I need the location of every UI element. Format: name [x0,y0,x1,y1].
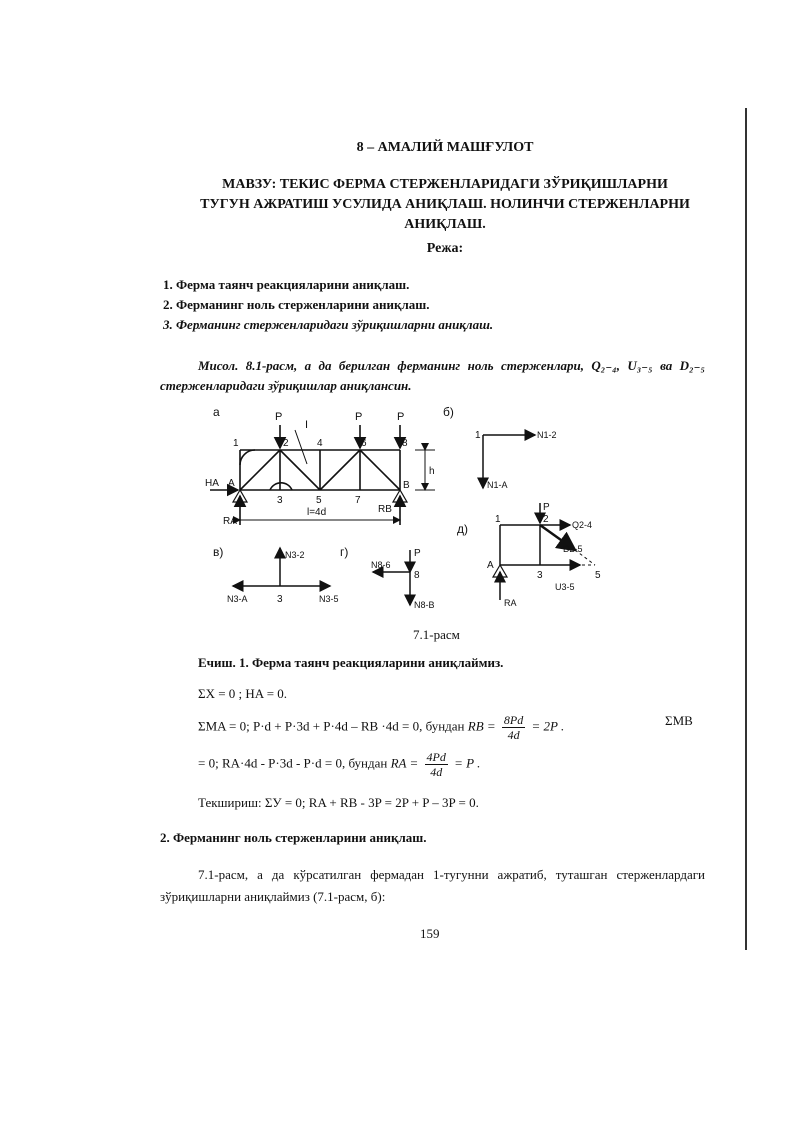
node3-panel [233,548,330,586]
equation-moment-a [198,713,564,742]
load-label: P [397,411,405,423]
label-v: в) [213,545,224,559]
span-label: l=4d [307,507,327,518]
equation-result: = 2P . [531,718,565,734]
node-label: 1 [495,514,501,525]
section2-heading: 2. Ферманинг ноль стерженларини аниқлаш. [160,830,427,845]
force-label: U3-5 [555,582,575,592]
plan-item: 1. Ферма таянч реакцияларини аниқлаш. [163,277,410,292]
plan-item: 3. Ферманинг стерженларидаги зўриқишларни аниқлаш. [163,317,494,332]
label-g: г) [340,545,349,559]
force-label: D2-5 [563,544,583,554]
fraction [425,750,448,779]
plan-list [163,275,493,335]
margin-rule [745,108,747,950]
force-label: N3-2 [285,550,305,560]
example-statement: Мисол. 8.1-расм, а да берилган ферманинг ноль стерженлари, Q₂₋₄, U₃₋₅ ва D₂₋₅ стерженларидаги зўриқишлар аниқлансин. [160,358,705,393]
force-label: N8-6 [371,560,391,570]
force-label: N3-5 [319,594,339,604]
fraction [502,713,525,742]
equation-check: Текшириш: ΣУ = 0; RA + RB - 3P = 2P + P – 3P = 0. [198,795,479,810]
page-number: 159 [420,926,440,941]
equation-ra: RA = [390,755,419,771]
equation-text: ΣMA = 0; P·d + P·3d + P·4d – RB ·4d = 0, бундан [198,718,465,734]
fraction-numerator: 8Pd [503,713,524,727]
fraction-denominator: 4d [430,765,443,779]
topic-line: ТУГУН АЖРАТИШ УСУЛИДА АНИҚЛАШ. НОЛИНЧИ СТЕРЖЕНЛАРНИ [200,197,690,212]
node-label: 2 [543,514,549,525]
figure-caption: 7.1-расм [413,627,460,642]
equation-rb: RB = [467,718,496,734]
load-label: P [275,411,283,423]
node-label: 3 [277,495,283,506]
topic-line: МАВЗУ: ТЕКИС ФЕРМА СТЕРЖЕНЛАРИДАГИ ЗЎРИҚИШЛАРНИ [222,177,668,192]
reaction-label: RA [504,598,517,608]
plan-title: Режа: [426,241,464,256]
reaction-label: RA [223,516,237,527]
fraction-numerator: 4Pd [426,750,446,764]
solution-heading-text: Ечиш. 1. Ферма таянч реакцияларини аниқлаймиз. [198,655,504,670]
node-label: 7 [355,495,361,506]
reaction-label: RB [378,504,392,515]
support-label: B [403,480,410,491]
section-label: I [305,419,309,431]
force-label: N3-A [227,594,248,604]
equation-result: = P . [454,755,481,771]
reaction-label: HA [205,478,219,489]
node-label: 5 [316,495,322,506]
node-label: 6 [361,438,367,449]
solution-heading [198,655,503,671]
node-label: 1 [233,438,239,449]
node-label: 5 [595,570,601,581]
topic-title [160,175,730,235]
node-label: 8 [402,438,408,449]
force-label: N1-2 [537,430,557,440]
plan-item: 2. Ферманинг ноль стерженларини аниқлаш. [163,297,430,312]
truss-figure [195,400,625,625]
equation-moment-b-label: ΣMB [665,713,693,728]
force-label: Q2-4 [572,520,593,530]
node-label: 8 [414,570,420,581]
node-label: 3 [537,570,543,581]
equation-sum-x: ΣX = 0 ; HA = 0. [198,686,288,701]
force-label: N1-A [487,480,508,490]
height-label: h [429,466,435,477]
support-label: A [228,478,235,489]
topic-line: АНИҚЛАШ. [404,217,486,232]
load-label: P [414,548,421,559]
force-label: N8-B [414,600,435,610]
node-label: 2 [283,438,289,449]
fraction-denominator: 4d [507,728,520,742]
section2-paragraph: 7.1-расм, а да кўрсатилган фермадан 1-тугунни ажратиб, туташган стерженлардаги зўриқишларни аниқлаймиз (7.1-расм, б): [160,867,705,904]
node8-panel [373,550,410,605]
load-label: P [543,502,550,513]
support-label: A [487,560,494,571]
label-a: а [213,405,220,419]
equation-text: = 0; RA·4d - P·3d - P·d = 0, бундан [198,755,388,771]
node-label: 4 [317,438,323,449]
label-b: б) [443,405,454,419]
load-label: P [355,411,363,423]
node-label: 1 [475,430,481,441]
label-d: д) [457,522,468,536]
equation-moment-b [198,750,480,779]
node-label: 3 [277,594,283,605]
chapter-title: 8 – АМАЛИЙ МАШҒУЛОТ [356,140,534,155]
